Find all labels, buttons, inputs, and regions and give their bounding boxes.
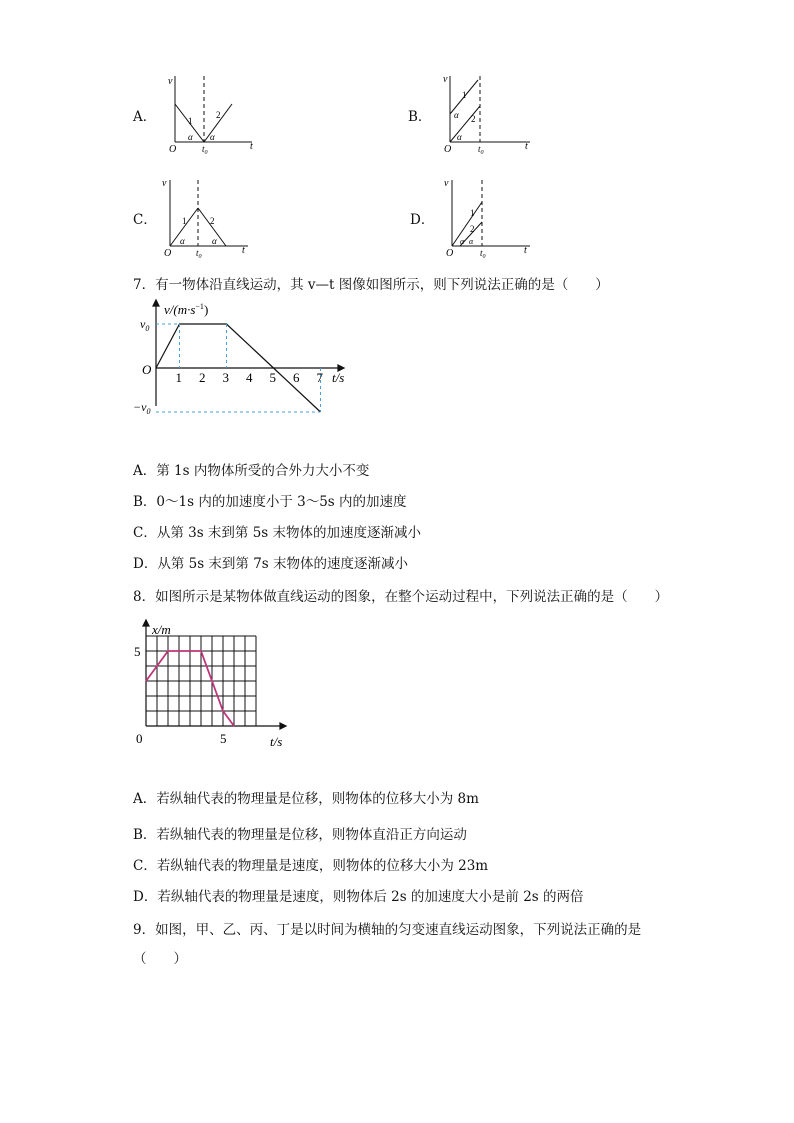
x-axis-label: t/s xyxy=(270,734,283,748)
y-axis-arrow xyxy=(143,620,149,626)
graph-line-1 xyxy=(452,202,482,246)
y-axis-label: x/m xyxy=(152,622,171,637)
x-tick-2: 2 xyxy=(199,370,206,385)
grid xyxy=(146,636,256,726)
alpha-label: α xyxy=(469,237,474,246)
y-axis-arrow xyxy=(153,300,159,306)
q8-stem: 8．如图所示是某物体做直线运动的图象，在整个运动过程中，下列说法正确的是（ ） xyxy=(133,589,669,605)
y-axis-label: $v/(m\cdot s^{-1})$ xyxy=(164,302,209,317)
t-axis-label: t xyxy=(250,141,253,152)
origin-label: O xyxy=(446,248,454,259)
x-tick-5: 5 xyxy=(269,370,276,385)
alpha-label: α xyxy=(210,132,215,142)
q9-stem: 9．如图，甲、乙、丙、丁是以时间为横轴的匀变速直线运动图象，下列说法正确的是 xyxy=(133,922,642,938)
neg-v0-label: $-v_0$ xyxy=(133,400,151,416)
alpha-label: α xyxy=(454,110,459,120)
q6-option-c-label[interactable]: C． xyxy=(133,212,157,228)
t-axis-label: t xyxy=(524,245,527,256)
alpha-label: α xyxy=(212,236,217,246)
t0-label: $t_0$ xyxy=(480,248,486,260)
line-1-label: 1 xyxy=(182,216,187,226)
alpha-label: α xyxy=(457,132,462,142)
q7-stem: 7．有一物体沿直线运动，其 v—t 图像如图所示，则下列说法正确的是（ ） xyxy=(133,277,609,293)
q7-option-b[interactable]: B．0～1s 内的加速度小于 3～5s 内的加速度 xyxy=(133,494,407,510)
x-tick-1: 1 xyxy=(175,370,182,385)
q8-option-c[interactable]: C．若纵轴代表的物理量是速度，则物体的位移大小为 23m xyxy=(133,858,489,874)
origin-label: O xyxy=(444,144,452,155)
q6-graph-d xyxy=(440,176,540,260)
x-tick-4: 4 xyxy=(246,370,253,385)
line-1-label: 1 xyxy=(470,208,475,218)
q8-option-a[interactable]: A．若纵轴代表的物理量是位移，则物体的位移大小为 8m xyxy=(133,791,479,807)
q8-option-b[interactable]: B．若纵轴代表的物理量是位移，则物体直沿正方向运动 xyxy=(133,827,467,843)
t0-label: $t_0$ xyxy=(202,144,208,156)
x-axis-label: t/s xyxy=(332,370,345,385)
q6-graph-a xyxy=(160,72,260,156)
v0-label: $v_0$ xyxy=(140,317,150,333)
t0-label: $t_0$ xyxy=(196,248,202,260)
q6-option-b-label[interactable]: B． xyxy=(408,109,432,125)
v-axis-label: v xyxy=(168,76,173,87)
v-axis-label: v xyxy=(162,178,167,189)
q8-option-d[interactable]: D．若纵轴代表的物理量是速度，则物体后 2s 的加速度大小是前 2s 的两倍 xyxy=(133,889,584,905)
q6-graph-b xyxy=(440,72,540,156)
t-axis-label: t xyxy=(525,141,528,152)
alpha-label: α xyxy=(180,236,185,246)
line-2-label: 2 xyxy=(470,224,475,234)
line-2-label: 2 xyxy=(471,114,476,124)
x-tick-7: 7 xyxy=(316,370,323,385)
q6-option-a-label[interactable]: A． xyxy=(133,109,157,125)
origin-label: 0 xyxy=(136,731,143,746)
origin-label: O xyxy=(142,362,152,377)
q8-xt-graph xyxy=(128,614,298,748)
t0-label: $t_0$ xyxy=(478,144,484,156)
x-tick-6: 6 xyxy=(293,370,300,385)
line-2-label: 2 xyxy=(210,216,215,226)
q6-graph-c xyxy=(158,176,258,260)
y-tick-label: 5 xyxy=(134,644,141,659)
v-axis-label: v xyxy=(444,178,449,189)
alpha-label: α xyxy=(460,237,465,246)
q9-answer-paren: （ ） xyxy=(133,951,187,967)
x-tick-labels xyxy=(176,370,324,385)
origin-label: O xyxy=(164,248,172,259)
line-1-label: 1 xyxy=(188,116,193,126)
q7-option-a[interactable]: A．第 1s 内物体所受的合外力大小不变 xyxy=(133,463,370,479)
q6-option-d-label[interactable]: D． xyxy=(410,212,435,228)
v-axis-label: v xyxy=(443,74,448,85)
q7-option-d[interactable]: D．从第 5s 末到第 7s 末物体的速度逐渐减小 xyxy=(133,556,409,572)
origin-label: O xyxy=(169,144,177,155)
x-axis-arrow xyxy=(280,723,286,729)
x-tick-3: 3 xyxy=(222,370,229,385)
line-1-label: 1 xyxy=(462,90,467,100)
alpha-label: α xyxy=(188,132,193,142)
t-axis-label: t xyxy=(242,245,245,256)
q7-vt-graph xyxy=(130,298,360,422)
line-2-label: 2 xyxy=(216,110,221,120)
q7-option-c[interactable]: C．从第 3s 末到第 5s 末物体的加速度逐渐减小 xyxy=(133,525,422,541)
x-tick-label: 5 xyxy=(220,731,227,746)
